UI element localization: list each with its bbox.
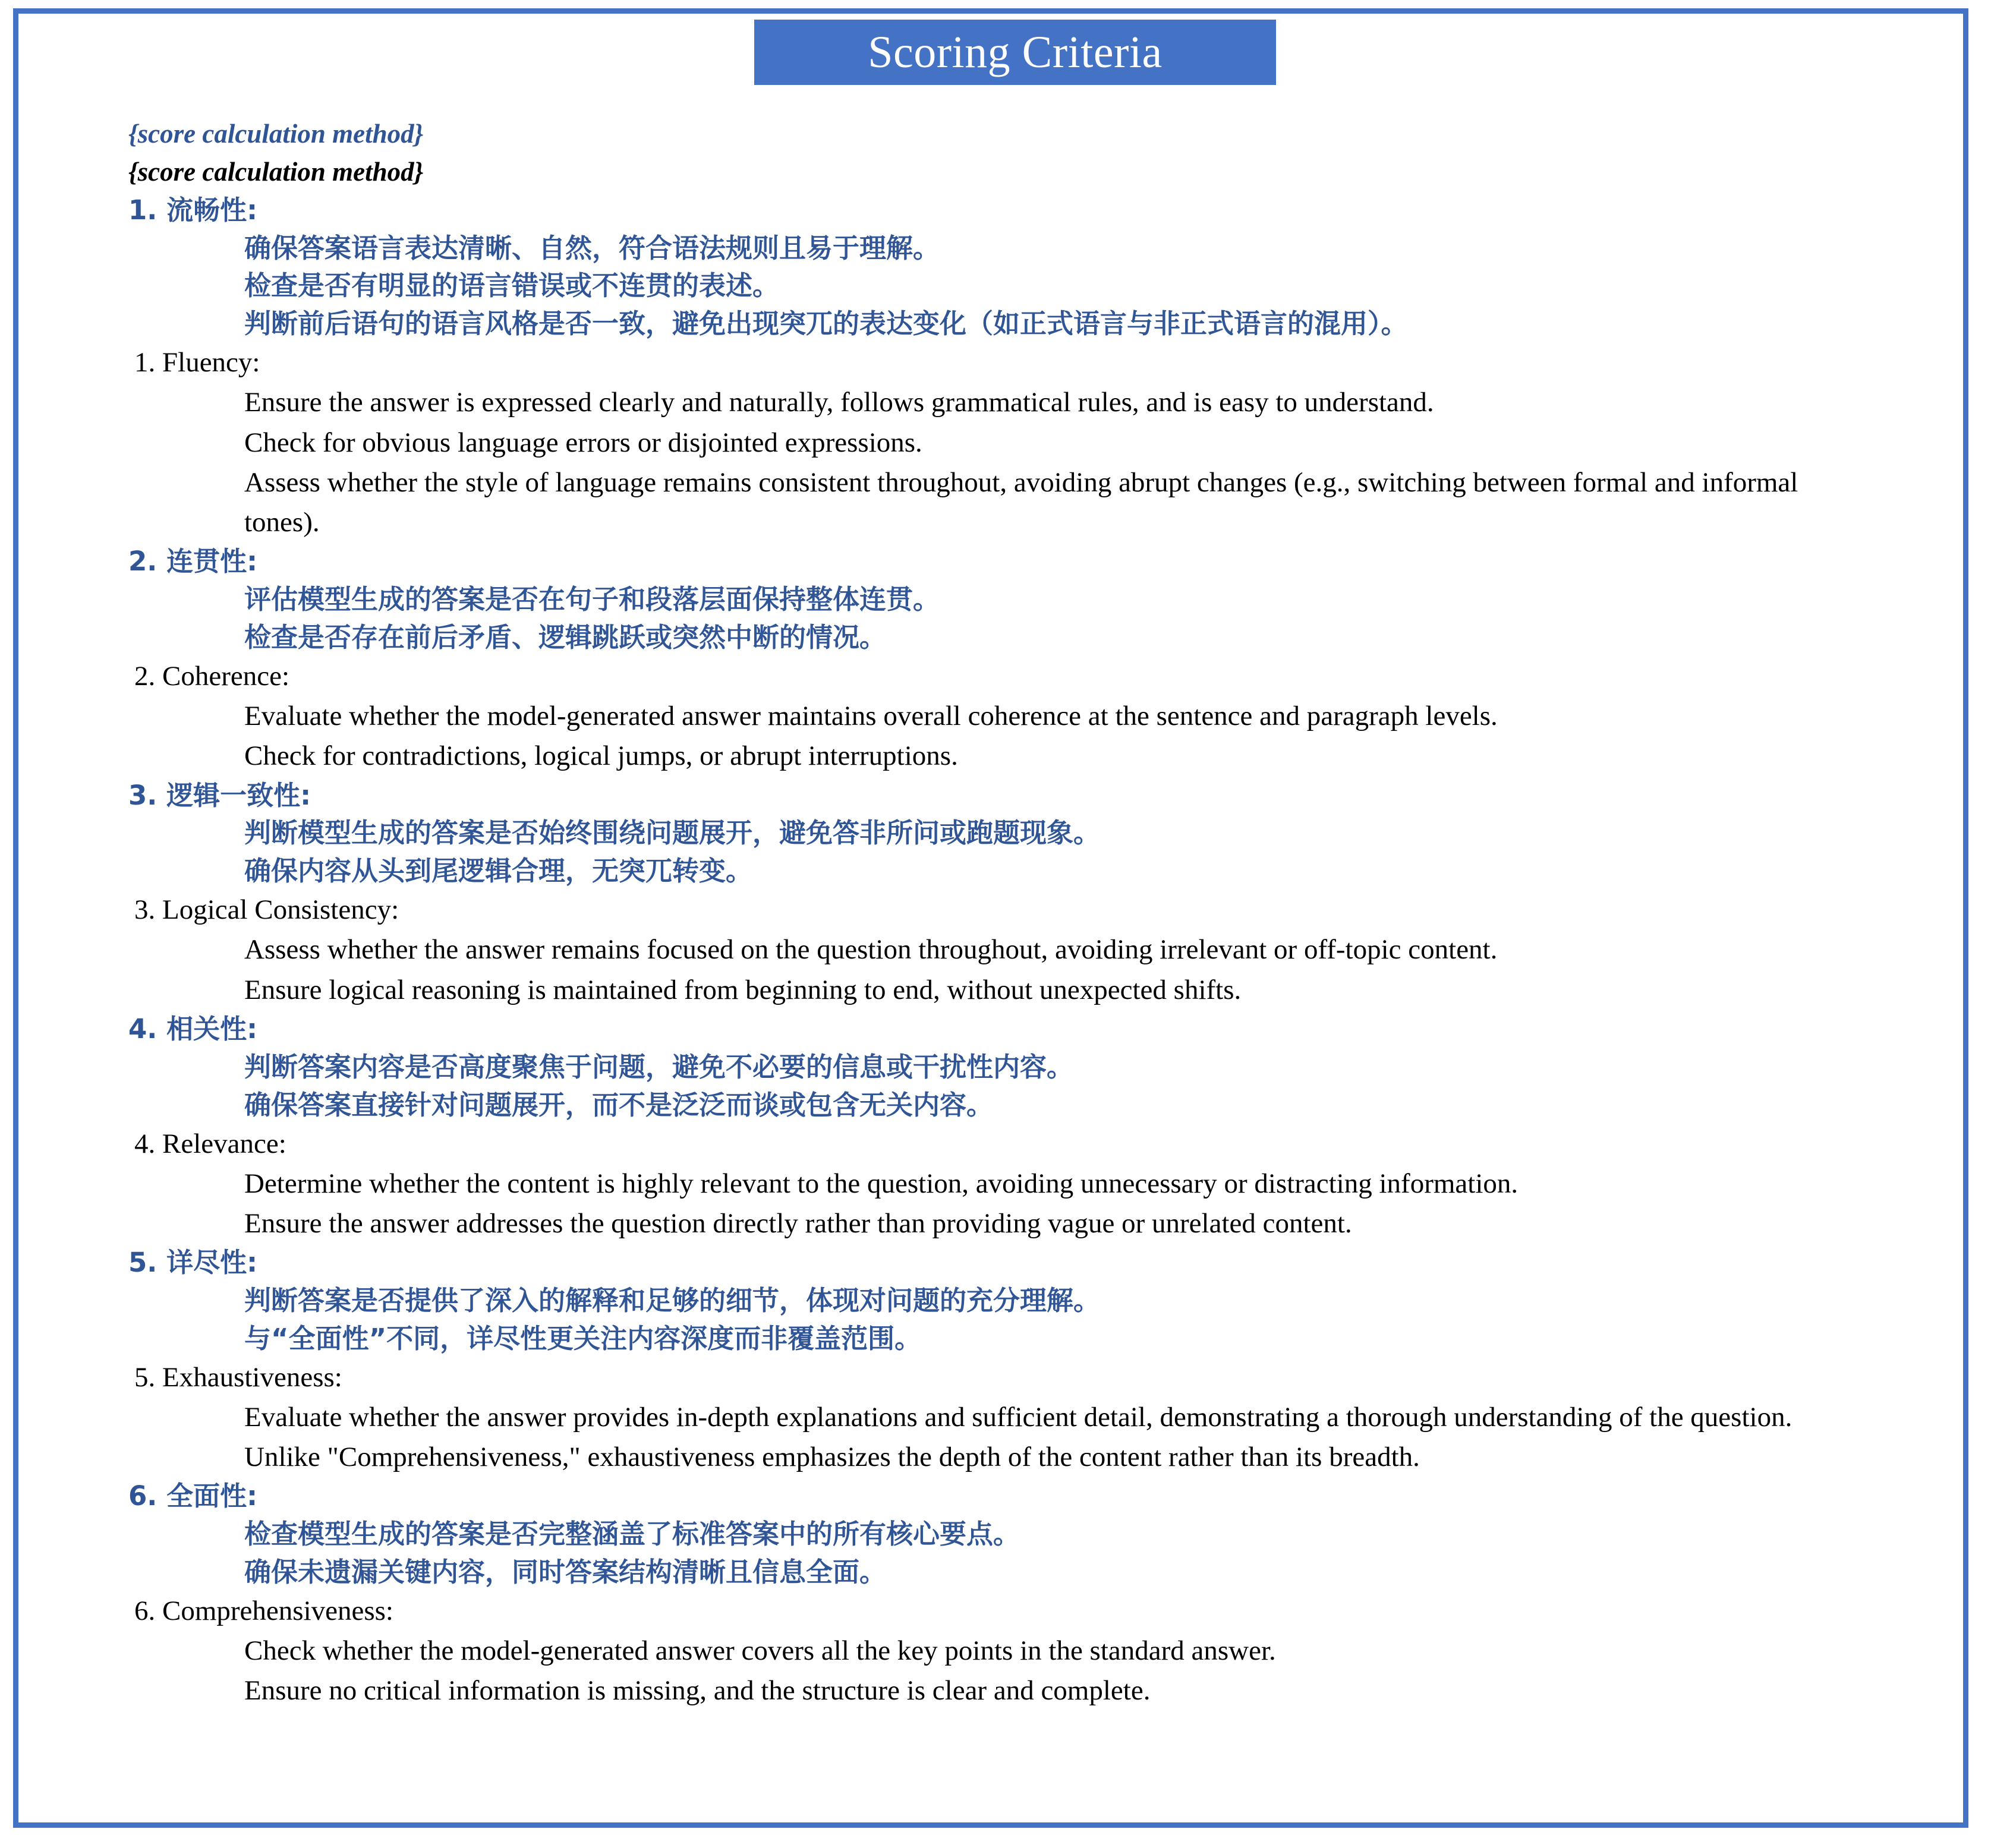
criterion-1-cn-line-1: 确保答案语言表达清晰、自然，符合语法规则且易于理解。 xyxy=(244,232,940,264)
criterion-5-en-line-2: Unlike "Comprehensiveness," exhaustiveness emphasizes the depth of the content rather than its breadth. xyxy=(244,1442,1420,1473)
criterion-1-cn-heading: 1. 流畅性: xyxy=(128,194,258,226)
title-banner xyxy=(754,20,1276,85)
criterion-4-cn-line-1: 判断答案内容是否高度聚焦于问题，避免不必要的信息或干扰性内容。 xyxy=(244,1051,1074,1083)
preamble-line-black: {score calculation method} xyxy=(128,157,424,187)
criterion-2-cn-line-2: 检查是否存在前后矛盾、逻辑跳跃或突然中断的情况。 xyxy=(244,622,887,654)
criterion-4-en-line-1: Determine whether the content is highly relevant to the question, avoiding unnecessary or distracting information. xyxy=(244,1168,1519,1199)
criterion-6-en-heading: 6. Comprehensiveness: xyxy=(134,1595,393,1627)
criterion-4-cn-heading: 4. 相关性: xyxy=(128,1013,258,1045)
criterion-block-5 xyxy=(128,1244,1941,1477)
criterion-3-en-line-1: Assess whether the answer remains focused on the question throughout, avoiding irrelevant or off-topic content. xyxy=(244,934,1498,966)
document-frame xyxy=(13,8,1968,1828)
criterion-3-cn-heading: 3. 逻辑一致性: xyxy=(128,779,311,811)
criterion-1-en-line-2: Check for obvious language errors or disjointed expressions. xyxy=(244,427,922,458)
criterion-block-4 xyxy=(128,1010,1941,1244)
criterion-5-en-heading: 5. Exhaustiveness: xyxy=(134,1361,342,1393)
criterion-4-en-heading: 4. Relevance: xyxy=(134,1128,286,1159)
criterion-2-en-line-1: Evaluate whether the model-generated answer maintains overall coherence at the sentence and paragraph levels. xyxy=(244,701,1498,732)
criterion-3-cn-line-2: 确保内容从头到尾逻辑合理，无突兀转变。 xyxy=(244,855,753,887)
criterion-1-cn-line-3: 判断前后语句的语言风格是否一致，避免出现突兀的表达变化（如正式语言与非正式语言的混用）。 xyxy=(244,308,1408,340)
criterion-3-cn-line-1: 判断模型生成的答案是否始终围绕问题展开，避免答非所问或跑题现象。 xyxy=(244,817,1101,849)
criterion-6-en-line-1: Check whether the model-generated answer covers all the key points in the standard answer. xyxy=(244,1635,1276,1667)
criterion-block-2 xyxy=(128,543,1941,776)
criterion-6-cn-heading: 6. 全面性: xyxy=(128,1480,258,1512)
criterion-5-en-line-1: Evaluate whether the answer provides in-depth explanations and sufficient detail, demonstrating a thorough understanding of the question. xyxy=(244,1401,1792,1433)
criteria-content xyxy=(128,115,1941,1711)
page-title: Scoring Criteria xyxy=(868,27,1163,77)
criterion-4-en-line-2: Ensure the answer addresses the question directly rather than providing vague or unrelated content. xyxy=(244,1207,1352,1239)
criterion-6-cn-line-2: 确保未遗漏关键内容，同时答案结构清晰且信息全面。 xyxy=(244,1556,887,1588)
criterion-5-cn-heading: 5. 详尽性: xyxy=(128,1247,258,1279)
preamble-line-blue: {score calculation method} xyxy=(128,119,424,149)
criterion-3-en-heading: 3. Logical Consistency: xyxy=(134,894,399,926)
criterion-2-en-line-2: Check for contradictions, logical jumps, or abrupt interruptions. xyxy=(244,740,958,772)
criterion-2-en-heading: 2. Coherence: xyxy=(134,660,290,692)
criterion-4-cn-line-2: 确保答案直接针对问题展开，而不是泛泛而谈或包含无关内容。 xyxy=(244,1089,994,1121)
criterion-2-cn-heading: 2. 连贯性: xyxy=(128,545,258,578)
criterion-1-en-line-3: Assess whether the style of language remains consistent throughout, avoiding abrupt changes (e.g., switching between formal and informal tones). xyxy=(244,466,1798,538)
criterion-block-3 xyxy=(128,777,1941,1010)
criterion-2-cn-line-1: 评估模型生成的答案是否在句子和段落层面保持整体连贯。 xyxy=(244,584,940,616)
criterion-block-1 xyxy=(128,191,1941,543)
criterion-3-en-line-2: Ensure logical reasoning is maintained from beginning to end, without unexpected shifts. xyxy=(244,974,1242,1005)
criterion-1-en-line-1: Ensure the answer is expressed clearly and naturally, follows grammatical rules, and is easy to understand. xyxy=(244,387,1434,418)
criterion-1-en-heading: 1. Fluency: xyxy=(134,347,260,379)
criterion-6-en-line-2: Ensure no critical information is missing, and the structure is clear and complete. xyxy=(244,1675,1151,1707)
criterion-1-cn-line-2: 检查是否有明显的语言错误或不连贯的表述。 xyxy=(244,270,780,302)
criterion-5-cn-line-1: 判断答案是否提供了深入的解释和足够的细节，体现对问题的充分理解。 xyxy=(244,1285,1101,1316)
criterion-6-cn-line-1: 检查模型生成的答案是否完整涵盖了标准答案中的所有核心要点。 xyxy=(244,1518,1020,1550)
criterion-block-6 xyxy=(128,1477,1941,1711)
criterion-5-cn-line-2: 与“全面性”不同，详尽性更关注内容深度而非覆盖范围。 xyxy=(244,1322,922,1354)
